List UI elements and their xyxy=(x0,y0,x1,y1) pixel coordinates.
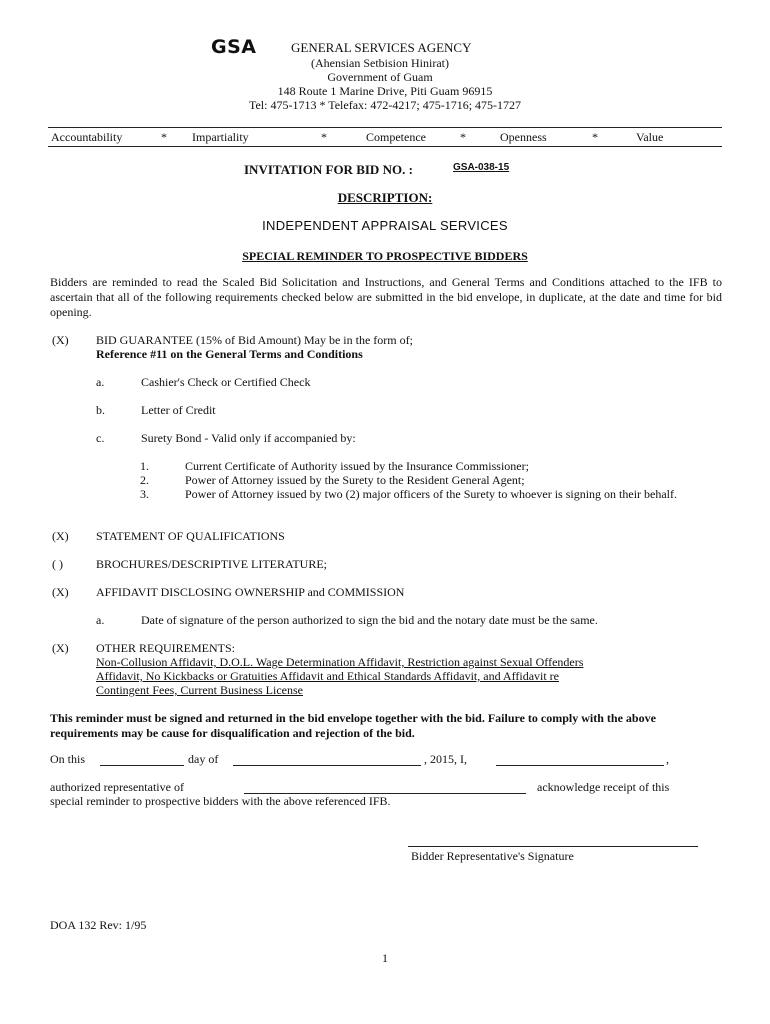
warning-text: This reminder must be signed and returned in the bid envelope together with the bid. Failure to comply with the above requirements may be cause for disqualification and rejection of the bid. xyxy=(50,711,656,740)
option-cashiers-check: Cashier's Check or Certified Check xyxy=(141,375,311,389)
sub-option-number: 2. xyxy=(140,473,149,487)
ack-day-of: day of xyxy=(188,752,219,766)
page-number: 1 xyxy=(382,951,388,965)
value-accountability: Accountability xyxy=(51,130,123,144)
ifb-number: GSA-038-15 xyxy=(453,162,510,173)
value-impartiality: Impartiality xyxy=(192,130,249,144)
bid-guarantee-title: BID GUARANTEE (15% of Bid Amount) May be in the form of; xyxy=(96,333,413,347)
form-number: DOA 132 Rev: 1/95 xyxy=(50,918,147,932)
brochures-mark: ( ) xyxy=(52,557,63,571)
agency-native-name: (Ahensian Setbision Hinirat) xyxy=(311,56,449,70)
ack-acknowledge: acknowledge receipt of this xyxy=(537,780,670,794)
signature-line[interactable] xyxy=(408,846,698,847)
value-separator: * xyxy=(161,130,167,144)
option-surety-bond: Surety Bond - Valid only if accompanied by: xyxy=(141,431,356,445)
sub-option-power-of-attorney: Power of Attorney issued by the Surety to the Resident General Agent; xyxy=(185,473,525,487)
header-rule-top xyxy=(48,127,722,128)
value-separator: * xyxy=(592,130,598,144)
month-blank[interactable] xyxy=(233,765,421,766)
reminder-intro: Bidders are reminded to read the Scaled Bid Solicitation and Instructions, and General Terms and Conditions attached to the IFB to ascertain that all of the following requirements checked below are submitted in the bid envelope, in duplicate, at the date and time for bid opening. xyxy=(50,275,722,319)
option-letter: a. xyxy=(96,375,105,389)
affidavit-text: AFFIDAVIT DISCLOSING OWNERSHIP and COMMISSION xyxy=(96,585,405,599)
sub-option-number: 3. xyxy=(140,487,149,501)
value-openness: Openness xyxy=(500,130,547,144)
agency-address: 148 Route 1 Marine Drive, Piti Guam 96915 xyxy=(277,84,493,98)
ack-line2: special reminder to prospective bidders with the above referenced IFB. xyxy=(50,794,391,808)
ack-comma: , xyxy=(666,752,669,766)
option-letter-of-credit: Letter of Credit xyxy=(141,403,216,417)
qualifications-text: STATEMENT OF QUALIFICATIONS xyxy=(96,529,285,543)
signature-label: Bidder Representative's Signature xyxy=(411,849,574,863)
other-requirements-line: Contingent Fees, Current Business License xyxy=(96,683,303,697)
reminder-heading: SPECIAL REMINDER TO PROSPECTIVE BIDDERS xyxy=(242,249,528,263)
government-line: Government of Guam xyxy=(327,70,433,84)
description-text: INDEPENDENT APPRAISAL SERVICES xyxy=(262,218,508,233)
other-requirements-line: Non-Collusion Affidavit, D.O.L. Wage Determination Affidavit, Restriction against Sexual Offenders xyxy=(96,655,584,669)
name-blank[interactable] xyxy=(496,765,664,766)
agency-name: GENERAL SERVICES AGENCY xyxy=(291,40,472,55)
sub-option-number: 1. xyxy=(140,459,149,473)
ifb-label: INVITATION FOR BID NO. : xyxy=(244,162,413,177)
other-requirements-line: Affidavit, No Kickbacks or Gratuities Affidavit and Ethical Standards Affidavit, and Affidavit re xyxy=(96,669,560,683)
other-requirements-title: OTHER REQUIREMENTS: xyxy=(96,641,235,655)
value-separator: * xyxy=(460,130,466,144)
affidavit-mark: (X) xyxy=(52,585,69,599)
sub-option-certificate: Current Certificate of Authority issued by the Insurance Commissioner; xyxy=(185,459,529,473)
bid-guarantee-reference: Reference #11 on the General Terms and Conditions xyxy=(96,347,363,361)
brochures-text: BROCHURES/DESCRIPTIVE LITERATURE; xyxy=(96,557,328,571)
ack-authorized: authorized representative of xyxy=(50,780,184,794)
day-blank[interactable] xyxy=(100,765,184,766)
description-heading: DESCRIPTION: xyxy=(337,190,433,205)
affidavit-sub-letter: a. xyxy=(96,613,105,627)
ack-year: , 2015, I, xyxy=(424,752,467,766)
affidavit-sub-text: Date of signature of the person authorized to sign the bid and the notary date must be the same. xyxy=(141,613,598,627)
header-rule-bottom xyxy=(48,146,722,147)
value-competence: Competence xyxy=(366,130,426,144)
agency-phones: Tel: 475-1713 * Telefax: 472-4217; 475-1716; 475-1727 xyxy=(248,98,522,112)
qualifications-mark: (X) xyxy=(52,529,69,543)
value-separator: * xyxy=(321,130,327,144)
option-letter: c. xyxy=(96,431,105,445)
value-value: Value xyxy=(636,130,664,144)
option-letter: b. xyxy=(96,403,105,417)
sub-option-officers: Power of Attorney issued by two (2) major officers of the Surety to whoever is signing on their behalf. xyxy=(185,487,678,501)
ack-on-this: On this xyxy=(50,752,86,766)
other-requirements-mark: (X) xyxy=(52,641,69,655)
gsa-logo: GSA xyxy=(211,36,257,58)
bid-guarantee-mark: (X) xyxy=(52,333,69,347)
